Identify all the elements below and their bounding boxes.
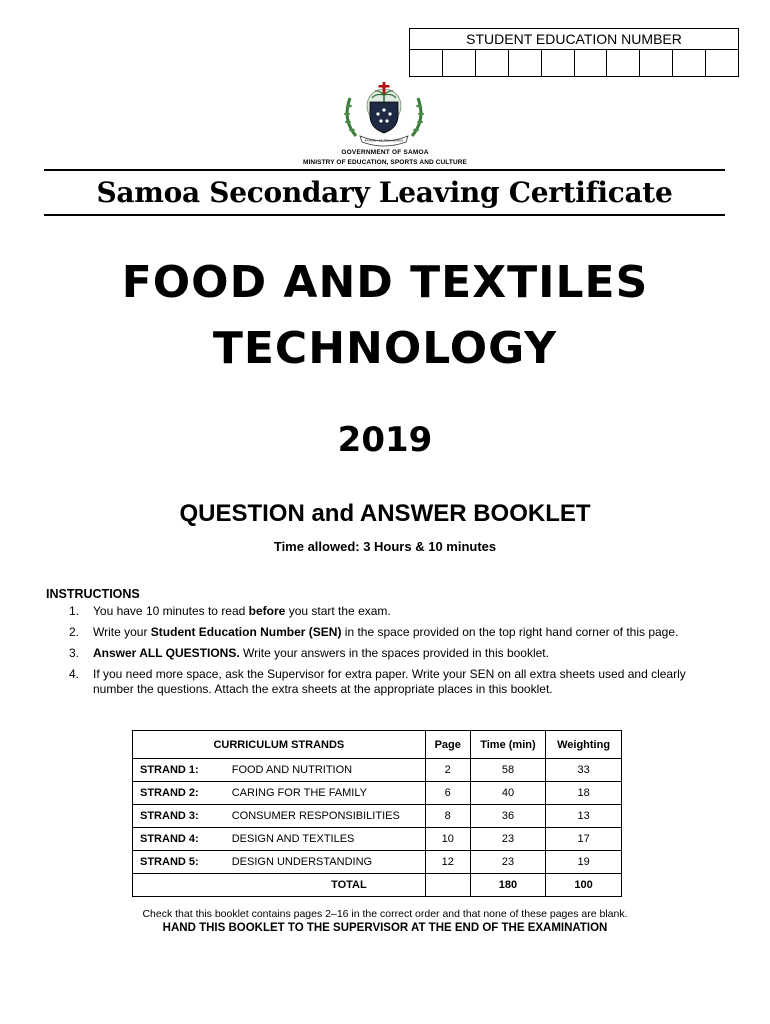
table-row [133, 828, 622, 851]
strand-time: 58 [470, 759, 545, 782]
instruction-item [46, 625, 706, 640]
instructions-heading: INSTRUCTIONS [46, 587, 140, 601]
strand-page: 2 [425, 759, 470, 782]
page-check-note: Check that this booklet contains pages 2–16 in the correct order and that none of these pages are blank. [142, 908, 628, 920]
strand-label: STRAND 4: [133, 828, 228, 851]
instruction-item [46, 604, 706, 619]
table-row [133, 805, 622, 828]
strand-page: 10 [425, 828, 470, 851]
instruction-number: 4. [69, 667, 80, 681]
instruction-number: 1. [69, 604, 80, 618]
table-total-row [133, 874, 622, 897]
instruction-number: 3. [69, 646, 80, 660]
samoa-coat-of-arms-icon [334, 80, 434, 148]
strand-name: CONSUMER RESPONSIBILITIES [228, 805, 426, 828]
sen-cell[interactable] [673, 50, 706, 76]
instruction-text: you start the exam. [285, 604, 391, 618]
column-header-time: Time (min) [470, 731, 545, 759]
subject-title-line1: FOOD AND TEXTILES [121, 257, 649, 308]
sen-cells [410, 50, 738, 76]
strand-time: 23 [470, 851, 545, 874]
strand-weighting: 18 [546, 782, 622, 805]
total-time: 180 [470, 874, 545, 897]
strand-name: FOOD AND NUTRITION [228, 759, 426, 782]
strand-page: 6 [425, 782, 470, 805]
sen-cell[interactable] [640, 50, 673, 76]
exam-year: 2019 [337, 420, 433, 460]
strand-name: DESIGN UNDERSTANDING [228, 851, 426, 874]
strand-weighting: 13 [546, 805, 622, 828]
column-header-weighting: Weighting [546, 731, 622, 759]
curriculum-strands-table [132, 730, 622, 897]
instruction-item [46, 667, 706, 697]
sen-cell[interactable] [476, 50, 509, 76]
strand-name: DESIGN AND TEXTILES [228, 828, 426, 851]
sen-title: STUDENT EDUCATION NUMBER [410, 29, 738, 50]
sen-cell[interactable] [706, 50, 738, 76]
total-weighting: 100 [546, 874, 622, 897]
strand-time: 40 [470, 782, 545, 805]
instruction-bold: Answer ALL QUESTIONS. [93, 646, 240, 660]
table-row [133, 851, 622, 874]
sen-cell[interactable] [542, 50, 575, 76]
strand-weighting: 19 [546, 851, 622, 874]
crest-motto: FAAVAE I LE ATUA SAMOA [364, 138, 404, 143]
strand-time: 36 [470, 805, 545, 828]
subject-title-line2: TECHNOLOGY [212, 323, 558, 374]
instruction-bold: Student Education Number (SEN) [150, 625, 342, 639]
instruction-text: If you need more space, ask the Supervisor for extra paper. Write your SEN on all extra sheets used and clearly number the questions. Attach the extra sheets at the appropriate places in this booklet. [93, 667, 686, 696]
total-label: TOTAL [133, 874, 426, 897]
divider-bottom [44, 214, 725, 216]
time-allowed: Time allowed: 3 Hours & 10 minutes [273, 539, 497, 554]
sen-cell[interactable] [410, 50, 443, 76]
government-label: GOVERNMENT OF SAMOA [341, 149, 429, 156]
strand-label: STRAND 1: [133, 759, 228, 782]
strand-label: STRAND 5: [133, 851, 228, 874]
strand-weighting: 17 [546, 828, 622, 851]
table-row [133, 782, 622, 805]
strand-page: 8 [425, 805, 470, 828]
ministry-label: MINISTRY OF EDUCATION, SPORTS AND CULTURE [303, 159, 467, 166]
table-header-row [133, 731, 622, 759]
instruction-text: You have 10 minutes to read [93, 604, 249, 618]
sen-cell[interactable] [509, 50, 542, 76]
column-header-strands: CURRICULUM STRANDS [133, 731, 426, 759]
hand-in-note: HAND THIS BOOKLET TO THE SUPERVISOR AT THE END OF THE EXAMINATION [162, 922, 608, 934]
sen-cell[interactable] [443, 50, 476, 76]
certificate-title: Samoa Secondary Leaving Certificate [96, 176, 673, 209]
instructions-list [46, 604, 706, 703]
table-row [133, 759, 622, 782]
student-education-number-box [409, 28, 739, 77]
divider-top [44, 169, 725, 171]
instruction-bold: before [248, 604, 286, 618]
sen-cell[interactable] [607, 50, 640, 76]
instruction-text: Write your answers in the spaces provided in this booklet. [239, 646, 549, 660]
strand-time: 23 [470, 828, 545, 851]
strand-page: 12 [425, 851, 470, 874]
strand-label: STRAND 2: [133, 782, 228, 805]
instruction-number: 2. [69, 625, 80, 639]
strand-name: CARING FOR THE FAMILY [228, 782, 426, 805]
strand-weighting: 33 [546, 759, 622, 782]
total-page [425, 874, 470, 897]
instruction-text: Write your [93, 625, 151, 639]
column-header-page: Page [425, 731, 470, 759]
sen-cell[interactable] [575, 50, 608, 76]
booklet-title: QUESTION and ANSWER BOOKLET [179, 500, 591, 527]
strand-label: STRAND 3: [133, 805, 228, 828]
instruction-text: in the space provided on the top right hand corner of this page. [341, 625, 679, 639]
instruction-item [46, 646, 706, 661]
